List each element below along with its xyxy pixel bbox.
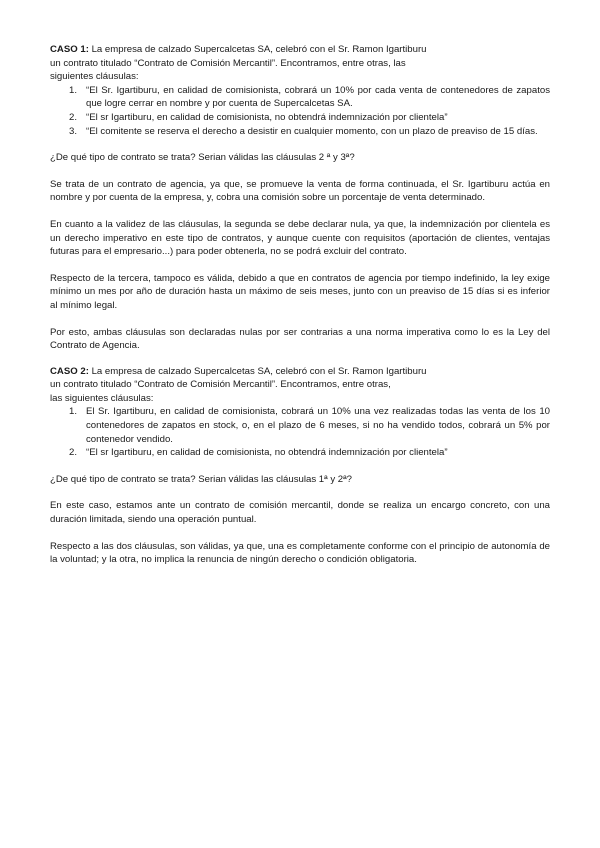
caso1-intro-line: un contrato titulado “Contrato de Comisión Mercantil”. Encontramos, entre otras, las [50,57,406,69]
caso1-clause-list [50,84,550,138]
clause-number: 1. [69,406,78,418]
caso1-answer-paragraph: Por esto, ambas cláusulas son declaradas nulas por ser contrarias a una norma imperativa como lo es la Ley del Contrato de Agencia. [50,326,550,352]
clause-text: El Sr. Igartiburu, en calidad de comisionista, cobrará un 10% una vez realizadas todas las venta de los 10 contenedores de zapatos en stock, o, en el plazo de 6 meses, si no ha vendido todos, cobrará un 5% por contenedor vendido. [86,406,550,445]
clause-number: 1. [69,84,78,96]
caso2-clause-list [50,405,550,459]
caso1-answer-paragraph: En cuanto a la validez de las cláusulas, la segunda se debe declarar nula, ya que, la indemnización por clientela es un derecho imperativo en este tipo de contratos, y aunque cuente con requisitos (aportación de clientes, ventajas futuras para el empresario...) para poder obtenerla, no se podrá excluir del contrato. [50,218,550,258]
caso1-intro [50,43,550,84]
caso2-label: CASO 2: [50,365,89,377]
caso1-intro-line: La empresa de calzado Supercalcetas SA, celebró con el Sr. Ramon Igartiburu [88,44,427,55]
caso1-intro-line: siguientes cláusulas: [50,71,139,83]
clause-text: “El sr Igartiburu, en calidad de comisionista, no obtendrá indemnización por clientela” [86,447,448,459]
caso2-question: ¿De qué tipo de contrato se trata? Serian válidas las cláusulas 1ª y 2ª? [50,473,353,485]
caso2-intro-line: las siguientes cláusulas: [50,392,154,404]
clause-number: 3. [69,125,78,137]
caso1-answer-paragraph: Respecto de la tercera, tampoco es válida, debido a que en contratos de agencia por tiempo indefinido, la ley exige mínimo un mes por año de duración hasta un máximo de seis meses, junto con un preaviso de 15 días si es inferior al mínimo legal. [50,272,550,311]
clause-text: “El Sr. Igartiburu, en calidad de comisionista, cobrará un 10% por cada venta de contenedores de zapatos que logre cerrar en nombre y por cuenta de Supercalcetas SA. [86,84,550,110]
caso2-answer-paragraph: Respecto a las dos cláusulas, son válidas, ya que, una es completamente conforme con el principio de autonomía de la voluntad; y la otra, no implica la renuncia de ningún derecho o condición obligatoria. [50,540,550,566]
clause-item [50,405,550,446]
clause-item [50,446,550,460]
clause-number: 2. [69,447,78,459]
caso2-intro-line: La empresa de calzado Supercalcetas SA, celebró con el Sr. Ramon Igartiburu [88,365,427,377]
caso2-answer-paragraph: En este caso, estamos ante un contrato de comisión mercantil, donde se realiza un encargo concreto, con una duración limitada, siendo una operación puntual. [50,500,550,526]
clause-item [50,84,550,111]
clause-number: 2. [69,111,78,123]
caso2-intro-line: un contrato titulado “Contrato de Comisión Mercantil”. Encontramos, entre otras, [50,379,391,391]
caso1-question: ¿De qué tipo de contrato se trata? Serian válidas las cláusulas 2 ª y 3ª? [50,152,355,164]
caso1-label: CASO 1: [50,44,89,55]
caso1-answer-paragraph: Se trata de un contrato de agencia, ya que, se promueve la venta de forma continuada, el Sr. Igartiburu actúa en nombre y por cuenta de la empresa, y, cobra una comisión sobre un porcentaje de venta determinado. [50,178,550,204]
clause-item [50,125,550,139]
caso2-intro [50,365,550,406]
clause-text: “El comitente se reserva el derecho a desistir en cualquier momento, con un plazo de preaviso de 15 días. [86,125,538,137]
clause-text: “El sr Igartiburu, en calidad de comisionista, no obtendrá indemnización por clientela” [86,111,448,123]
clause-item [50,111,550,125]
